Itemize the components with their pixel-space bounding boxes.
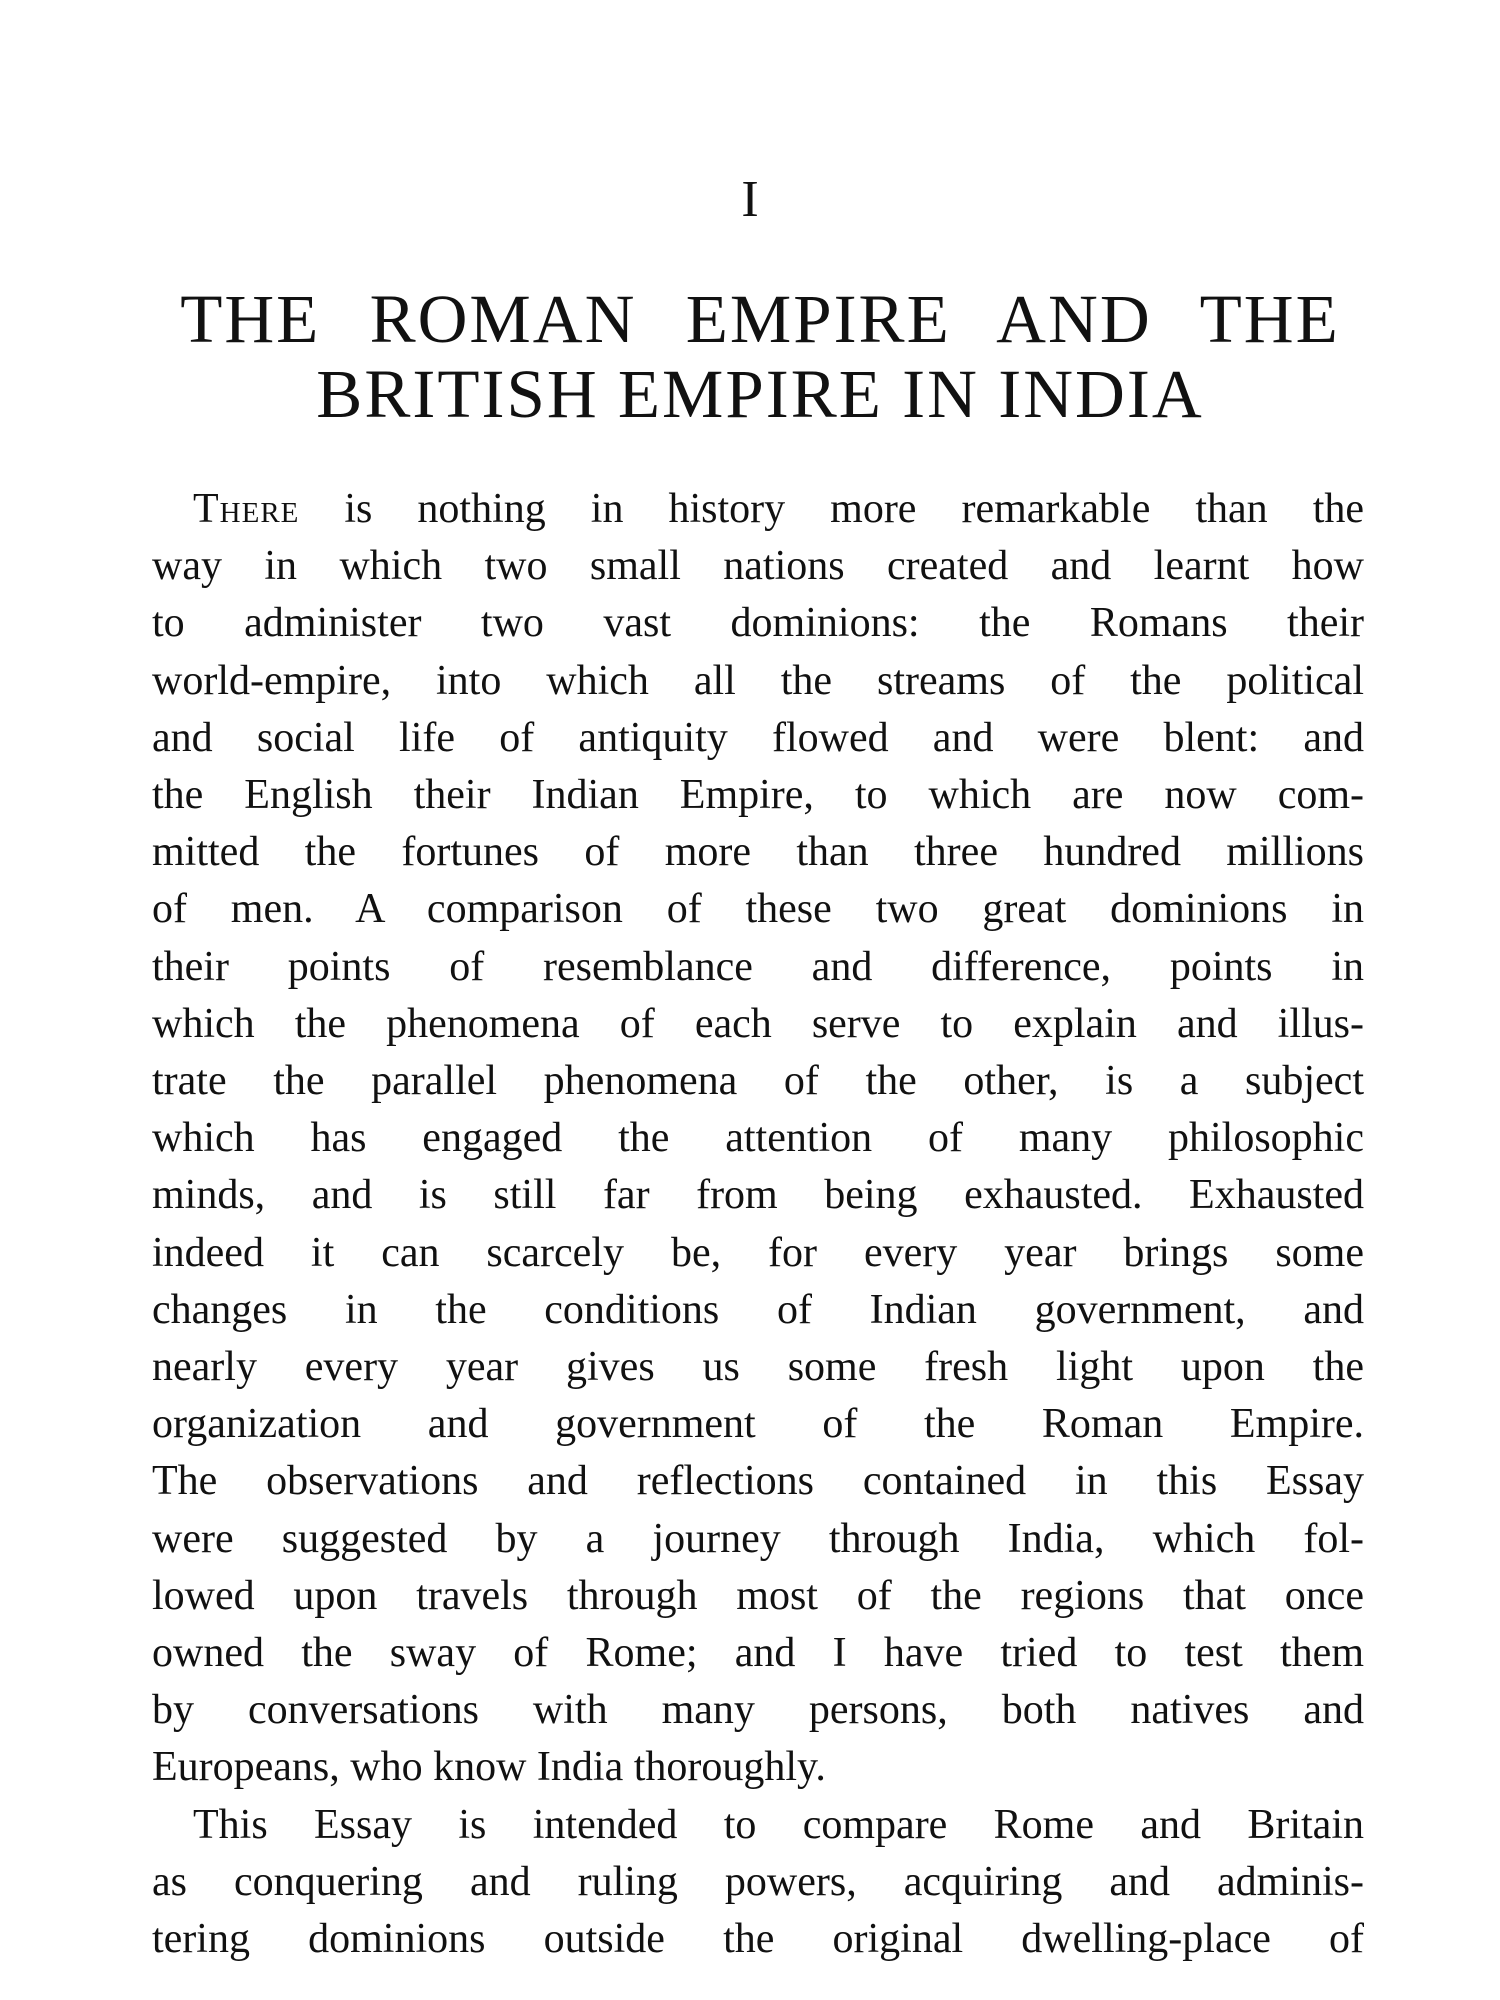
- text-line: by conversations with many persons, both natives and: [152, 1687, 1364, 1734]
- text-line: trate the parallel phenomena of the other, is a subject: [152, 1058, 1364, 1105]
- text-line: to administer two vast dominions: the Romans their: [152, 600, 1364, 647]
- text-line-rest: is nothing in history more remarkable than the: [299, 486, 1364, 532]
- text-line: which has engaged the attention of many philosophic: [152, 1115, 1364, 1162]
- chapter-title-line: THE ROMAN EMPIRE AND THE: [180, 281, 1340, 357]
- text-line: lowed upon travels through most of the regions that once: [152, 1572, 1364, 1619]
- text-line: [152, 481, 1364, 538]
- chapter-title: [145, 282, 1375, 432]
- text-line: and social life of antiquity flowed and were blent: and: [152, 714, 1364, 761]
- text-line: indeed it can scarcely be, for every year brings some: [152, 1229, 1364, 1276]
- text-line: minds, and is still far from being exhausted. Exhausted: [152, 1172, 1364, 1219]
- chapter-title-line: BRITISH EMPIRE IN INDIA: [316, 356, 1204, 432]
- text-line: as conquering and ruling powers, acquiring and adminis-: [152, 1858, 1364, 1905]
- text-line: way in which two small nations created and learnt how: [152, 543, 1364, 590]
- chapter-number: I: [741, 171, 759, 228]
- paragraph-1: [152, 481, 1364, 1797]
- lead-word: There: [193, 486, 300, 532]
- text-line: This Essay is intended to compare Rome and Britain: [193, 1801, 1364, 1848]
- text-line: changes in the conditions of Indian government, and: [152, 1286, 1364, 1333]
- text-line: Europeans, who know India thoroughly.: [152, 1744, 826, 1791]
- text-line: were suggested by a journey through India, which fol-: [152, 1515, 1364, 1562]
- text-line: organization and government of the Roman Empire.: [152, 1401, 1364, 1448]
- text-line: mitted the fortunes of more than three hundred millions: [152, 829, 1364, 876]
- text-line: nearly every year gives us some fresh light upon the: [152, 1344, 1364, 1391]
- text-line: the English their Indian Empire, to which are now com-: [152, 772, 1364, 819]
- text-line: tering dominions outside the original dwelling-place of: [152, 1916, 1364, 1963]
- paragraph-2: [152, 1797, 1364, 1969]
- text-line: owned the sway of Rome; and I have tried to test them: [152, 1630, 1364, 1677]
- text-line: The observations and reflections contained in this Essay: [152, 1458, 1364, 1505]
- text-line: of men. A comparison of these two great dominions in: [152, 886, 1364, 933]
- text-line: world-empire, into which all the streams of the political: [152, 657, 1364, 704]
- body-text: [152, 481, 1364, 1968]
- text-line: which the phenomena of each serve to explain and illus-: [152, 1000, 1364, 1047]
- text-line: their points of resemblance and difference, points in: [152, 943, 1364, 990]
